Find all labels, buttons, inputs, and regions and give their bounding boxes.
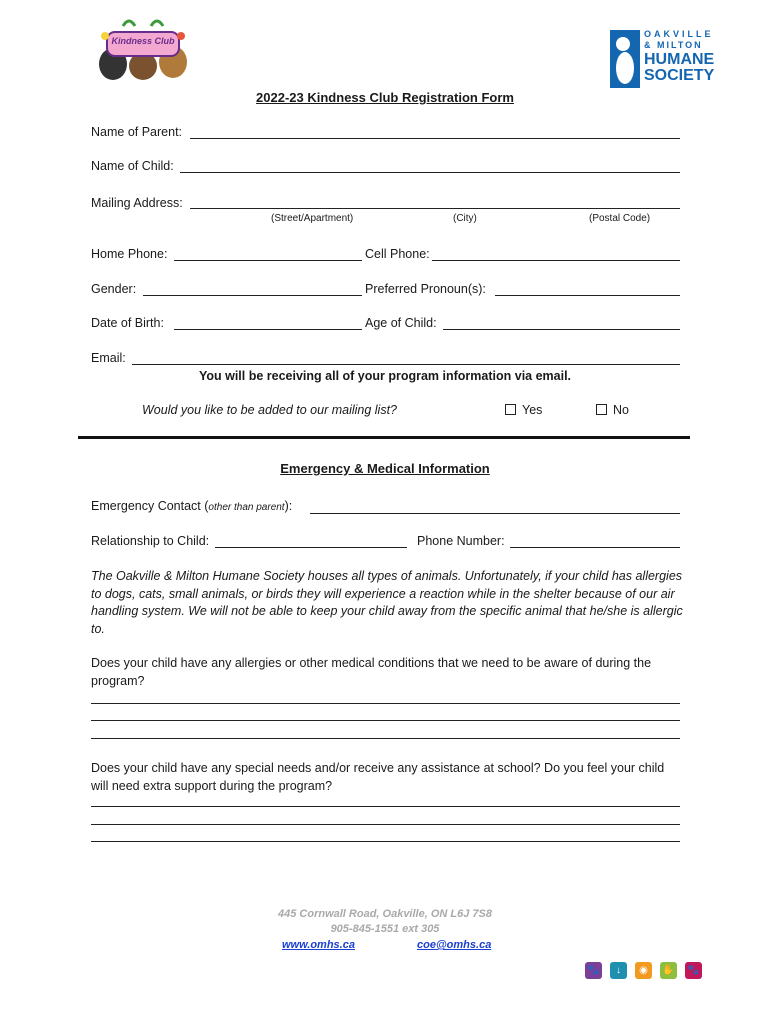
postal-hint: (Postal Code) (589, 213, 651, 224)
no-checkbox[interactable] (596, 404, 607, 415)
paw-icon: 🐾 (685, 962, 702, 979)
allergy-answer-line-1[interactable] (91, 703, 680, 704)
emergency-contact-field[interactable] (310, 513, 680, 514)
needs-answer-line-2[interactable] (91, 824, 680, 825)
email-label: Email: (91, 351, 126, 365)
emergency-contact-label (91, 499, 292, 513)
home-phone-label: Home Phone: (91, 247, 168, 261)
yes-checkbox[interactable] (505, 404, 516, 415)
section-divider (78, 436, 690, 439)
logo-line-society: SOCIETY (644, 67, 715, 84)
gender-field[interactable] (143, 295, 362, 296)
kindness-club-logo (93, 14, 193, 86)
gender-label: Gender: (91, 282, 137, 296)
needs-answer-line-3[interactable] (91, 841, 680, 842)
pronoun-label: Preferred Pronoun(s): (365, 282, 486, 296)
cell-phone-label: Cell Phone: (365, 247, 430, 261)
logo-line-humane: HUMANE (644, 51, 715, 68)
pronoun-field[interactable] (495, 295, 680, 296)
humane-society-logo (610, 30, 720, 88)
mailing-list-question: Would you like to be added to our mailing list? (142, 403, 398, 417)
age-label: Age of Child: (365, 316, 437, 330)
emergency-contact-text: Emergency Contact ( (91, 499, 209, 513)
allergy-question: Does your child have any allergies or other medical conditions that we need to be aware of during the program? (91, 656, 652, 688)
paw-icon: 🐾 (585, 962, 602, 979)
needs-answer-line-1[interactable] (91, 806, 680, 807)
cell-phone-field[interactable] (432, 260, 680, 261)
address-label: Mailing Address: (91, 196, 183, 210)
yes-label: Yes (522, 403, 543, 417)
child-label: Name of Child: (91, 159, 174, 173)
bird-icon: ↓ (610, 962, 627, 979)
rabbit-icon: ✋ (660, 962, 677, 979)
mailing-yes-option[interactable] (505, 403, 542, 417)
emergency-contact-note: other than parent (208, 502, 285, 513)
child-field[interactable] (180, 172, 680, 173)
parent-label: Name of Parent: (91, 125, 183, 139)
dob-label: Date of Birth: (91, 316, 164, 330)
emergency-contact-end: ): (284, 499, 293, 513)
parent-field[interactable] (190, 138, 680, 139)
allergy-answer-line-2[interactable] (91, 720, 680, 721)
special-needs-question: Does your child have any special needs and/or receive any assistance at school? Do you feel your child will need extra support during the program? (91, 761, 665, 793)
dog-silhouette-icon (610, 30, 640, 88)
footer-address: 445 Cornwall Road, Oakville, ON L6J 7S8 (278, 908, 492, 920)
age-field[interactable] (443, 329, 680, 330)
emergency-phone-field[interactable] (510, 547, 680, 548)
footer-email-link[interactable]: coe@omhs.ca (417, 939, 492, 951)
kindness-club-logo-text: Kindness Club (111, 36, 175, 46)
logo-line-oakville: OAKVILLE (644, 29, 714, 39)
emergency-phone-label: Phone Number: (417, 534, 505, 548)
street-hint: (Street/Apartment) (271, 213, 354, 224)
emergency-heading: Emergency & Medical Information (280, 461, 490, 476)
dob-field[interactable] (174, 329, 362, 330)
allergy-answer-line-3[interactable] (91, 738, 680, 739)
relationship-label: Relationship to Child: (91, 534, 210, 548)
footer-phone: 905-845-1551 ext 305 (330, 923, 440, 935)
allergy-notice: The Oakville & Milton Humane Society houses all types of animals. Unfortunately, if your child has allergies to dogs, cats, small animals, or birds they will experience a reaction while in the shelter because of our air handling system. We will not be able to keep your child away from the specific animal that he/she is allergic to. (91, 569, 683, 636)
rodent-icon: ◉ (635, 962, 652, 979)
form-title: 2022-23 Kindness Club Registration Form (256, 90, 514, 105)
footer-website-link[interactable]: www.omhs.ca (282, 939, 355, 951)
no-label: No (613, 403, 629, 417)
logo-line-milton: & MILTON (644, 40, 703, 50)
city-hint: (City) (453, 213, 477, 224)
mailing-no-option[interactable] (596, 403, 629, 417)
relationship-field[interactable] (215, 547, 407, 548)
email-field[interactable] (132, 364, 680, 365)
home-phone-field[interactable] (174, 260, 362, 261)
email-note: You will be receiving all of your program information via email. (198, 369, 572, 383)
address-field[interactable] (190, 208, 680, 209)
